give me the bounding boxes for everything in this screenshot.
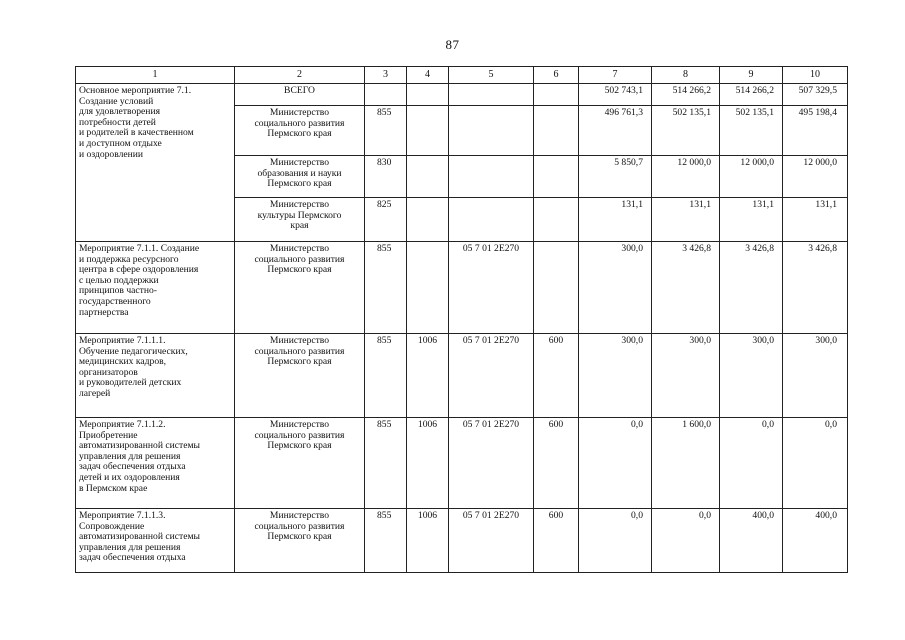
header-cell-9: 9 (720, 67, 783, 84)
value-cell-8: 131,1 (652, 198, 720, 242)
table-row (76, 418, 848, 509)
expense-type-cell (534, 84, 579, 106)
value-cell-10: 495 198,4 (783, 106, 848, 156)
admin-code-cell (365, 84, 407, 106)
value-cell-10: 507 329,5 (783, 84, 848, 106)
target-article-cell (449, 84, 534, 106)
value-cell-10: 12 000,0 (783, 156, 848, 198)
value-cell-8: 300,0 (652, 334, 720, 418)
header-cell-6: 6 (534, 67, 579, 84)
expense-type-cell: 600 (534, 334, 579, 418)
admin-code-cell: 825 (365, 198, 407, 242)
org-cell: ВСЕГО (235, 84, 365, 106)
section-code-cell (407, 106, 449, 156)
value-cell-8: 0,0 (652, 509, 720, 573)
value-cell-7: 496 761,3 (579, 106, 652, 156)
event-title: Мероприятие 7.1.1. Создание и поддержка ресурсного центра в сфере оздоровления с целью поддержки принципов частно- государственного партнерства (76, 242, 235, 334)
value-cell-10: 3 426,8 (783, 242, 848, 334)
expense-type-cell (534, 242, 579, 334)
section-code-cell (407, 198, 449, 242)
section-code-cell: 1006 (407, 334, 449, 418)
value-cell-7: 0,0 (579, 509, 652, 573)
admin-code-cell: 855 (365, 418, 407, 509)
org-cell: Министерство культуры Пермского края (235, 198, 365, 242)
expense-type-cell (534, 156, 579, 198)
expense-type-cell: 600 (534, 418, 579, 509)
target-article-cell: 05 7 01 2Е270 (449, 418, 534, 509)
expense-type-cell (534, 198, 579, 242)
header-cell-7: 7 (579, 67, 652, 84)
section-code-cell (407, 242, 449, 334)
section-code-cell (407, 156, 449, 198)
value-cell-10: 0,0 (783, 418, 848, 509)
section-code-cell: 1006 (407, 418, 449, 509)
org-cell: Министерство социального развития Пермского края (235, 509, 365, 573)
value-cell-9: 12 000,0 (720, 156, 783, 198)
admin-code-cell: 855 (365, 242, 407, 334)
value-cell-10: 131,1 (783, 198, 848, 242)
value-cell-9: 0,0 (720, 418, 783, 509)
value-cell-8: 12 000,0 (652, 156, 720, 198)
value-cell-9: 400,0 (720, 509, 783, 573)
header-cell-8: 8 (652, 67, 720, 84)
admin-code-cell: 855 (365, 509, 407, 573)
event-title: Мероприятие 7.1.1.2. Приобретение автоматизированной системы управления для решения задач обеспечения отдыха детей и их оздоровления в Пермском крае (76, 418, 235, 509)
value-cell-9: 3 426,8 (720, 242, 783, 334)
header-cell-1: 1 (76, 67, 235, 84)
value-cell-7: 131,1 (579, 198, 652, 242)
target-article-cell (449, 106, 534, 156)
section-code-cell (407, 84, 449, 106)
table-row (76, 242, 848, 334)
target-article-cell (449, 156, 534, 198)
header-cell-2: 2 (235, 67, 365, 84)
section-code-cell: 1006 (407, 509, 449, 573)
value-cell-9: 514 266,2 (720, 84, 783, 106)
org-cell: Министерство социального развития Пермского края (235, 106, 365, 156)
expense-type-cell (534, 106, 579, 156)
target-article-cell: 05 7 01 2Е270 (449, 334, 534, 418)
table-row (76, 334, 848, 418)
value-cell-10: 300,0 (783, 334, 848, 418)
value-cell-8: 502 135,1 (652, 106, 720, 156)
value-cell-8: 1 600,0 (652, 418, 720, 509)
value-cell-7: 300,0 (579, 334, 652, 418)
header-cell-4: 4 (407, 67, 449, 84)
table-row (76, 84, 848, 106)
target-article-cell: 05 7 01 2Е270 (449, 242, 534, 334)
event-title: Мероприятие 7.1.1.1. Обучение педагогических, медицинских кадров, организаторов и руководителей детских лагерей (76, 334, 235, 418)
value-cell-9: 300,0 (720, 334, 783, 418)
admin-code-cell: 830 (365, 156, 407, 198)
admin-code-cell: 855 (365, 106, 407, 156)
main-event-title: Основное мероприятие 7.1. Создание условий для удовлетворения потребности детей и родителей в качественном и доступном отдыхе и оздоровлении (76, 84, 235, 242)
header-cell-3: 3 (365, 67, 407, 84)
header-row (76, 67, 848, 84)
admin-code-cell: 855 (365, 334, 407, 418)
value-cell-10: 400,0 (783, 509, 848, 573)
org-cell: Министерство образования и науки Пермского края (235, 156, 365, 198)
table-row (76, 509, 848, 573)
org-cell: Министерство социального развития Пермского края (235, 418, 365, 509)
value-cell-9: 502 135,1 (720, 106, 783, 156)
value-cell-7: 0,0 (579, 418, 652, 509)
page-number: 87 (445, 37, 460, 52)
value-cell-7: 502 743,1 (579, 84, 652, 106)
value-cell-8: 514 266,2 (652, 84, 720, 106)
budget-table (75, 66, 848, 573)
value-cell-8: 3 426,8 (652, 242, 720, 334)
value-cell-7: 5 850,7 (579, 156, 652, 198)
value-cell-7: 300,0 (579, 242, 652, 334)
target-article-cell (449, 198, 534, 242)
target-article-cell: 05 7 01 2Е270 (449, 509, 534, 573)
expense-type-cell: 600 (534, 509, 579, 573)
header-cell-5: 5 (449, 67, 534, 84)
value-cell-9: 131,1 (720, 198, 783, 242)
header-cell-10: 10 (783, 67, 848, 84)
org-cell: Министерство социального развития Пермского края (235, 334, 365, 418)
event-title: Мероприятие 7.1.1.3. Сопровождение автоматизированной системы управления для решения задач обеспечения отдыха (76, 509, 235, 573)
org-cell: Министерство социального развития Пермского края (235, 242, 365, 334)
